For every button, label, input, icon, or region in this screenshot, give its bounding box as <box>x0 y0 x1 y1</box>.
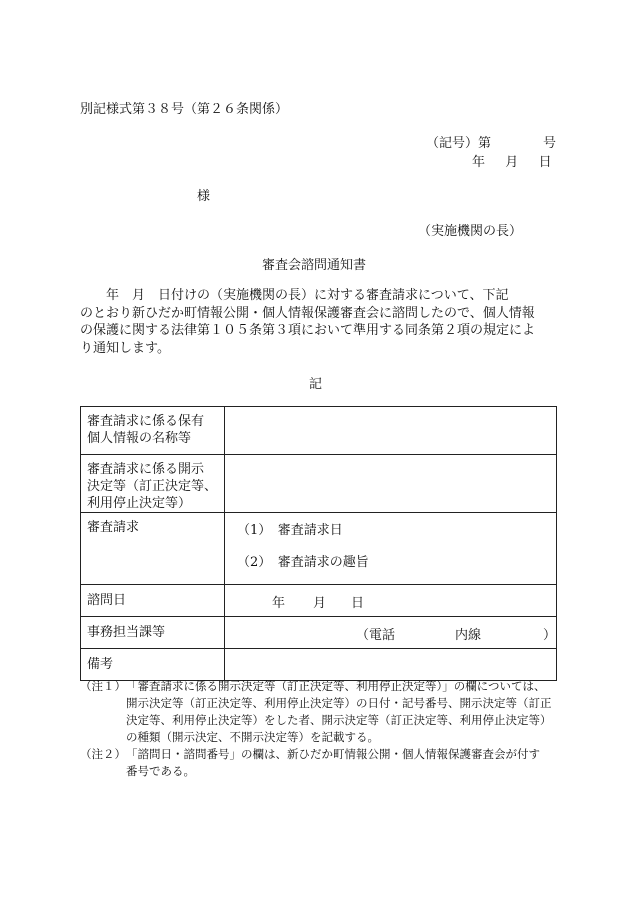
row-label-remarks: 備考 <box>81 649 225 681</box>
note-line: 番号である。 <box>126 764 195 778</box>
row-label-decision: 審査請求に係る開示 決定等（訂正決定等、 利用停止決定等） <box>81 455 225 513</box>
request-field[interactable] <box>225 513 557 585</box>
addressee-suffix: 様 <box>197 189 211 204</box>
details-table <box>80 406 557 681</box>
date-month: 月 <box>505 155 519 170</box>
note-2 <box>80 746 560 780</box>
row-label-request: 審査請求 <box>81 513 225 585</box>
consult-month: 月 <box>313 596 327 611</box>
row-label-record-name: 審査請求に係る保有 個人情報の名称等 <box>81 407 225 455</box>
body-line: 年 月 日付けの（実施機関の長）に対する審査請求について、下記 <box>80 288 509 303</box>
request-purpose-item: （2） 審査請求の趣旨 <box>237 555 369 570</box>
note-line: 「審査請求に係る開示決定等（訂正決定等、利用停止決定等）」の欄については、 <box>126 679 546 693</box>
issuer-name: （実施機関の長） <box>418 224 523 239</box>
table-row <box>81 585 557 617</box>
note-tag: （注１） <box>80 679 126 693</box>
extension-label: 内線 <box>455 628 482 643</box>
note-line: の種類（開示決定、不開示決定等）を記載する。 <box>126 730 379 744</box>
ref-prefix: （記号）第 <box>426 136 492 151</box>
table-row <box>81 617 557 649</box>
phone-close-paren: ） <box>543 628 557 643</box>
body-line: のとおり新ひだか町情報公開・個人情報保護審査会に諮問したので、個人情報 <box>80 305 535 321</box>
table-row <box>81 407 557 455</box>
remarks-field[interactable] <box>225 649 557 681</box>
date-year: 年 <box>472 155 486 170</box>
issue-date <box>472 151 552 170</box>
row-label-department: 事務担当課等 <box>81 617 225 649</box>
note-line: 「諮問日・諮問番号」の欄は、新ひだか町情報公開・個人情報保護審査会が付す <box>126 747 540 761</box>
consult-day: 日 <box>351 596 365 611</box>
form-number: 別記様式第３８号（第２６条関係） <box>80 102 289 117</box>
note-tag: （注２） <box>80 747 126 761</box>
body-line: り通知します。 <box>80 340 170 356</box>
note-line: 開示決定等（訂正決定等、利用停止決定等）の日付・記号番号、開示決定等（訂正 <box>126 696 552 710</box>
body-line: の保護に関する法律第１０５条第３項において準用する同条第２項の規定によ <box>80 323 536 338</box>
phone-label: （電話 <box>356 628 396 643</box>
document-title: 審査会諮問通知書 <box>262 258 367 273</box>
row-label-consult-date: 諮問日 <box>81 585 225 617</box>
record-name-field[interactable] <box>225 407 557 455</box>
ref-suffix: 号 <box>543 136 557 151</box>
request-date-item: （1） 審査請求日 <box>237 523 343 538</box>
consult-year: 年 <box>272 596 286 611</box>
table-row <box>81 455 557 513</box>
department-field[interactable] <box>225 617 557 649</box>
body-paragraph <box>80 287 552 357</box>
table-row <box>81 649 557 681</box>
note-line: 決定等、利用停止決定等）をした者、開示決定等（訂正決定等、利用停止決定等） <box>126 713 552 727</box>
date-day: 日 <box>538 155 552 170</box>
footnotes <box>80 678 560 780</box>
decision-field[interactable] <box>225 455 557 513</box>
reference-number <box>426 132 556 151</box>
ki-heading: 記 <box>309 377 323 392</box>
note-1 <box>80 678 560 746</box>
table-row <box>81 513 557 585</box>
consult-date-field[interactable] <box>225 585 557 617</box>
